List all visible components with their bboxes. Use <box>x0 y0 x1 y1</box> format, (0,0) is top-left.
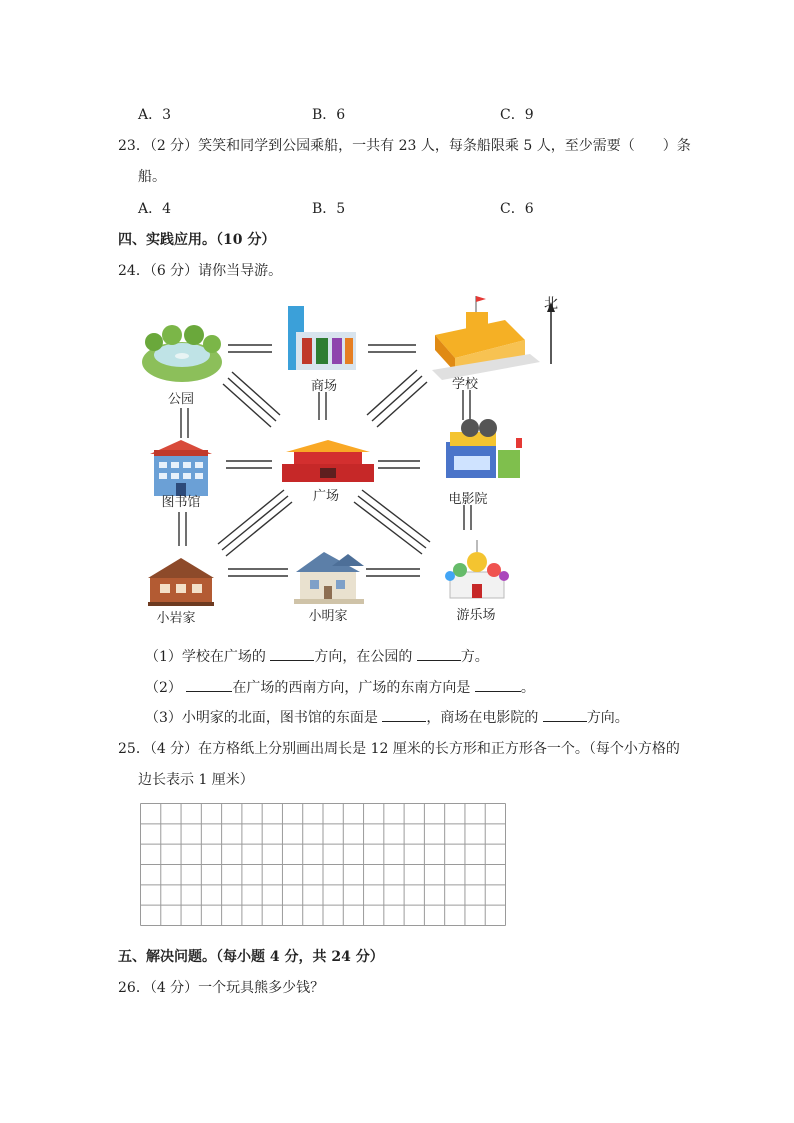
square-icon <box>282 440 374 482</box>
label-park: 公园 <box>167 392 195 407</box>
section5-title: 五、解决问题。（每小题 4 分，共 24 分） <box>118 949 384 965</box>
q23-option-c: C．6 <box>500 201 534 217</box>
amusement-park-icon <box>445 540 509 598</box>
square-grid-paper[interactable] <box>140 803 506 931</box>
direction-map <box>120 290 570 630</box>
q24-sub2 <box>145 677 535 697</box>
q24-title: 24．（6 分）请你当导游。 <box>118 263 283 279</box>
answer-blank[interactable] <box>270 648 314 661</box>
school-icon <box>432 296 540 380</box>
q24-sub1-text-c: 方。 <box>460 649 489 665</box>
q24-sub3-text-a: （3）小明家的北面，图书馆的东面是 <box>145 710 383 726</box>
q24-sub2-text-c: 。 <box>520 680 535 696</box>
answer-blank[interactable] <box>417 648 461 661</box>
q24-sub3-text-b: ，商场在电影院的 <box>426 710 543 726</box>
q24-sub2-text-b: 在广场的西南方向，广场的东南方向是 <box>232 680 475 696</box>
label-square: 广场 <box>312 489 340 504</box>
q24-sub1-text-a: （1）学校在广场的 <box>145 649 271 665</box>
q25-question-line1: 25．（4 分）在方格纸上分别画出周长是 12 厘米的长方形和正方形各一个。（每个小方格的 <box>118 741 680 757</box>
q23-question-line2: 船。 <box>138 169 166 185</box>
map-lines <box>120 290 570 630</box>
q24-sub1-text-b: 方向，在公园的 <box>314 649 417 665</box>
label-xiaoming-home: 小明家 <box>308 609 348 624</box>
label-library: 图书馆 <box>161 495 201 510</box>
label-amusement-park: 游乐场 <box>456 608 496 623</box>
answer-blank[interactable] <box>186 679 232 692</box>
answer-blank[interactable] <box>543 709 587 722</box>
q25-question-line2: 边长表示 1 厘米） <box>138 772 254 788</box>
q26-title: 26．（4 分）一个玩具熊多少钱？ <box>118 980 325 996</box>
q24-sub3 <box>145 707 629 727</box>
mall-icon <box>288 306 356 370</box>
park-icon <box>142 325 222 382</box>
label-north: 北 <box>544 296 558 312</box>
q24-sub1 <box>145 646 489 666</box>
xiaoyan-house-icon <box>148 558 214 606</box>
library-icon <box>150 440 212 496</box>
label-cinema: 电影院 <box>448 492 488 507</box>
label-school: 学校 <box>451 377 479 392</box>
answer-blank[interactable] <box>382 709 426 722</box>
q24-sub2-text-a: （2） <box>145 680 187 696</box>
section4-title: 四、实践应用。（10 分） <box>118 232 276 248</box>
q23-option-a: A．4 <box>138 201 172 217</box>
q23-question-line1: 23．（2 分）笑笑和同学到公园乘船，一共有 23 人，每条船限乘 5 人，至少需要（ ）条 <box>118 138 691 154</box>
q22-option-a: A．3 <box>138 107 172 123</box>
q22-option-c: C．9 <box>500 107 534 123</box>
q22-option-b: B．6 <box>312 107 346 123</box>
cinema-icon <box>446 419 522 478</box>
q23-option-b: B．5 <box>312 201 346 217</box>
answer-blank[interactable] <box>475 679 521 692</box>
label-xiaoyan-home: 小岩家 <box>156 611 196 626</box>
xiaoming-house-icon <box>294 552 364 604</box>
label-mall: 商场 <box>310 379 338 394</box>
grid-lines <box>140 803 506 927</box>
q24-sub3-text-c: 方向。 <box>586 710 629 726</box>
